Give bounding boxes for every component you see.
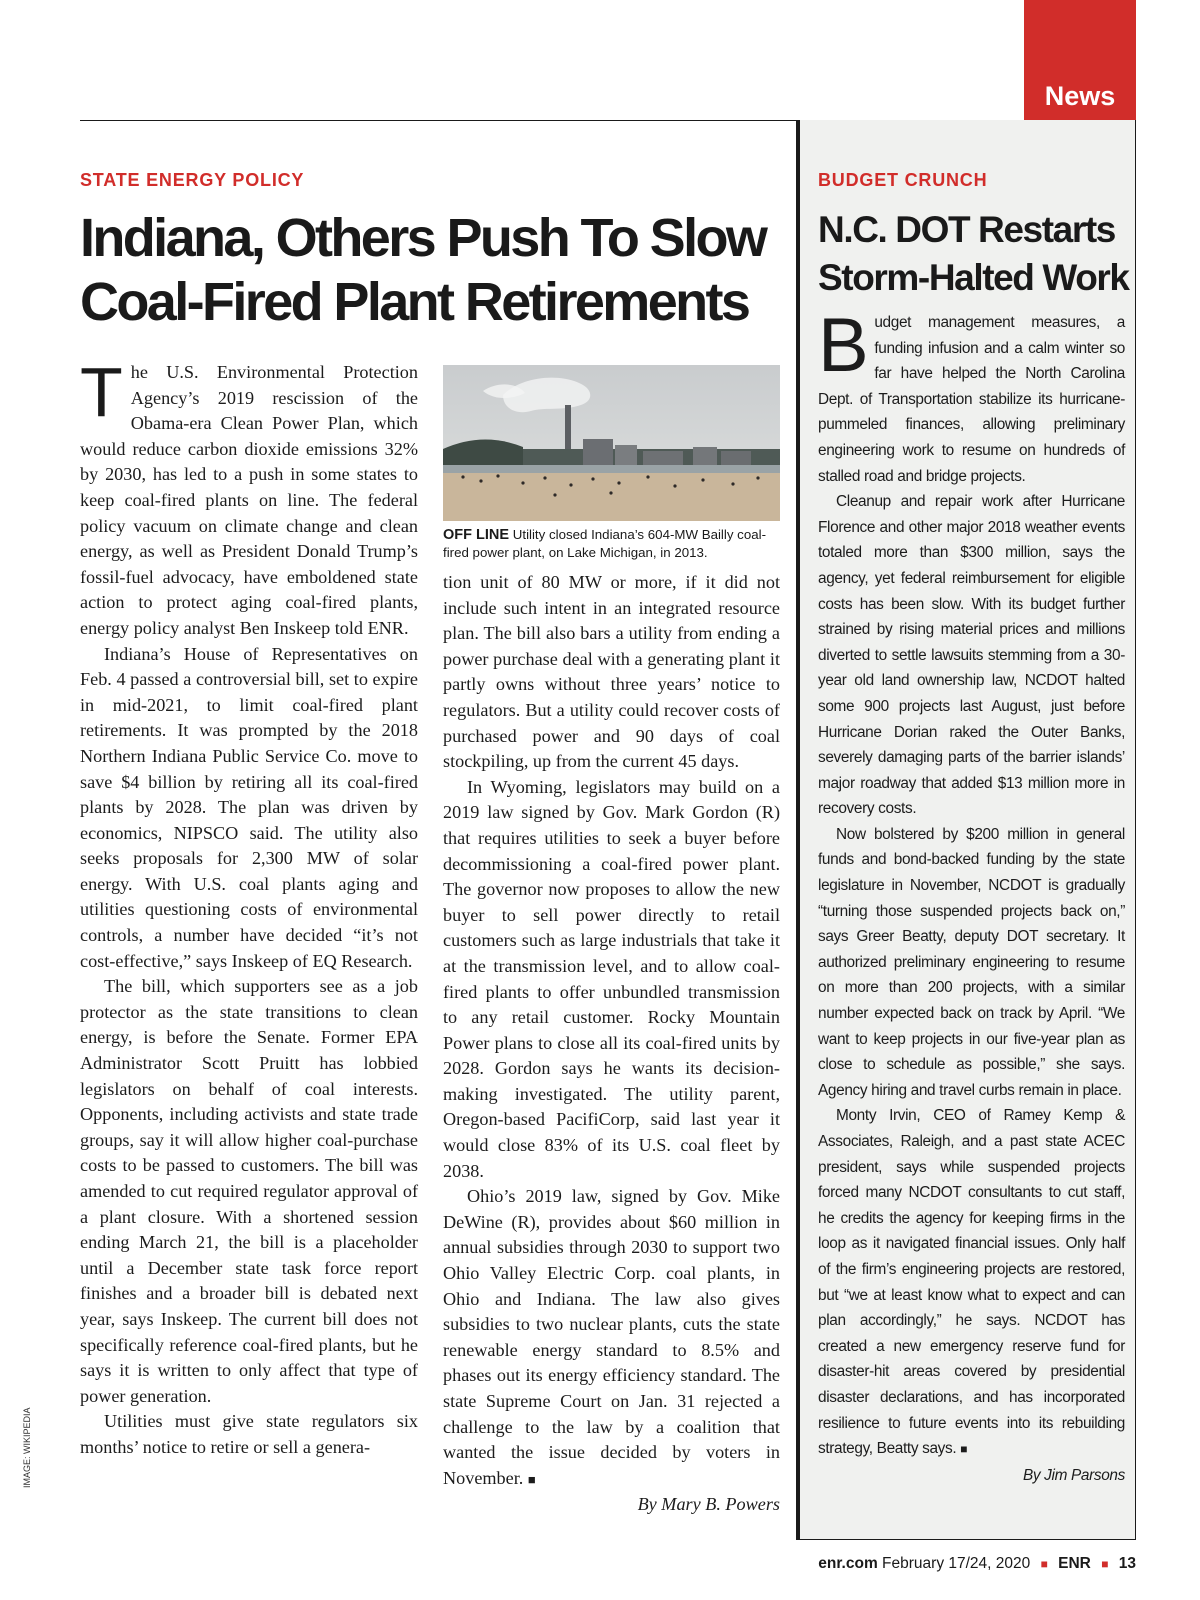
main-kicker: STATE ENERGY POLICY [80,170,305,190]
footer-magazine: ENR [1058,1555,1091,1572]
caption-text: Utility closed Indiana’s 604-MW Bailly coal-fired power plant, on Lake Michigan, in 2013. [443,527,766,560]
main-column-1 [80,353,418,1461]
caption-title: OFF LINE [443,527,510,543]
sidebar-paragraph-3: Now bolstered by $200 million in general funds and bond-backed funding by the state legislature in November, NCDOT is gradually “turning those suspended projects back on,” says Greer Beatty, deputy DOT secretary. It authorized preliminary engineering to resume on more than 200 projects, with a similar number expected back on track by April. “We want to keep projects in our five-year plan as close to schedule as possible,” she says. Agency hiring and travel curbs remain in place. [818,825,1125,1099]
sidebar-byline: By Jim Parsons [1022,1466,1125,1484]
main-paragraph-4-start: Utilities must give state regulators six months’ notice to retire or sell a genera- [80,1411,418,1457]
sidebar-dropcap: B [818,303,869,388]
main-paragraph-6 [443,1184,780,1492]
main-paragraph-2: Indiana’s House of Representatives on Feb. 4 passed a controversial bill, set to expire in mid-2021, to limit coal-fired plant retirements. It was prompted by the 2018 Northern Indiana Public Service Co. move to save $4 billion by retiring all its coal-fired plants by 2028. The plan was driven by economics, NIPSCO said. The utility also seeks proposals for 2,300 MW of solar energy. With U.S. coal plants aging and utilities questioning costs of environmental controls, a number have decided “it’s not cost-effective,” says Inskeep of EQ Research. [80,643,418,971]
main-paragraph-5: In Wyoming, legislators may build on a 2019 law signed by Gov. Mark Gordon (R) that requires utilities to seek a buyer before decommissioning a coal-fired power plant. The governor now proposes to allow the new buyer to sell power directly to retail customers such as large industrials that take it at the transmission level, and to allow coal-fired plants to offer unbundled transmission to any retail customer. Rocky Mountain Power plans to close all its coal-fired units by 2028. Gordon says he wants its decision-making investigated. The utility parent, Oregon-based PacifiCorp, said last year it would close 83% of its U.S. coal fleet by 2038. [443,776,780,1181]
sidebar-kicker: BUDGET CRUNCH [818,170,988,190]
sidebar-body [818,303,1125,1488]
footer-separator-1: ■ [1040,1557,1048,1571]
footer-separator-2: ■ [1101,1557,1109,1571]
footer-date: February 17/24, 2020 [882,1555,1031,1572]
main-paragraph-4-cont: tion unit of 80 MW or more, if it did not include such intent in an integrated resource plan. The bill also bars a utility from ending a power purchase deal with a generating plant it partly owns without three years’ notice to regulators. But a utility could recover costs of purchased power and 90 days of coal stockpiling, up from the current 45 days. [443,572,780,772]
sidebar-paragraph-1 [818,303,1125,489]
main-paragraph-6-text: Ohio’s 2019 law, signed by Gov. Mike DeWine (R), provides about $60 million in annual subsidies through 2030 to support two Ohio Valley Electric Corp. coal plants, in Ohio and Indiana. The law also gives subsidies to two nuclear plants, cuts the state renewable energy standard to 8.5% and phases out its energy efficiency standard. The state Supreme Court on Jan. 31 rejected a challenge to the law by a coalition that wanted the issue decided by voters in November. [443,1186,780,1488]
main-paragraph-1 [80,353,418,642]
image-credit: IMAGE: WIKIPEDIA [22,1407,32,1488]
footer-site: enr.com [818,1555,878,1572]
main-column-2 [443,570,780,1518]
main-byline: By Mary B. Powers [637,1494,780,1515]
main-paragraph-1-text: he U.S. Environmental Protection Agency’s 2019 rescission of the Obama-era Clean Power Plan, which would reduce carbon dioxide emissions 32% by 2030, has led to a push in some states to keep coal-fired plants on line. The federal policy vacuum on climate change and clean energy, as well as President Donald Trump’s fossil-fuel advocacy, have emboldened state action to protect aging coal-fired plants, energy policy analyst Ben Inskeep told ENR. [80,362,418,638]
sidebar-paragraph-4 [818,1103,1125,1462]
power-plant-photo [443,365,780,521]
sidebar-end-mark: ■ [960,1442,968,1457]
footer-page-number: 13 [1118,1555,1136,1572]
main-dropcap: T [80,353,123,431]
main-headline: Indiana, Others Push To Slow Coal-Fired Plant Retirements [80,208,766,332]
photo-caption [443,526,780,561]
sidebar-paragraph-1-text: udget management measures, a funding infusion and a calm winter so far have helped the North Carolina Dept. of Transportation stabilize its hurricane-pummeled finances, allowing preliminary engineering work to resume on hundreds of stalled road and bridge projects. [818,314,1125,485]
page-footer [700,1555,1136,1573]
section-tab [1024,0,1136,120]
sidebar-headline: N.C. DOT Restarts Storm-Halted Work [818,209,1129,298]
sidebar-paragraph-4-text: Monty Irvin, CEO of Ramey Kemp & Associates, Raleigh, and a past state ACEC president, says while suspended projects forced many NCDOT consultants to cut staff, he credits the agency for keeping firms in the loop as it navigated financial issues. Only half of the firm’s engineering projects are restored, but “we at least know what to expect and can plan accordingly,” he says. NCDOT has created a new emergency reserve fund for disaster-hit areas covered by presidential disaster declarations, and has incorporated resilience to future events into its rebuilding strategy, Beatty says. [818,1107,1125,1458]
sidebar-paragraph-2: Cleanup and repair work after Hurricane Florence and other major 2018 weather events totaled more than $300 million, says the agency, yet federal reimbursement for eligible costs has been slow. With its budget further strained by rising material prices and millions diverted to settle lawsuits stemming from a 30-year old land ownership law, NCDOT halted some 900 projects last August, just before Hurricane Dorian raked the Outer Banks, severely damaging parts of the barrier islands’ major roadway that added $13 million more in recovery costs. [818,493,1125,818]
main-paragraph-3: The bill, which supporters see as a job protector as the state transitions to clean energy, is before the Senate. Former EPA Administrator Scott Pruitt has lobbied legislators on behalf of coal interests. Opponents, including activists and state trade groups, say it will allow higher coal-purchase costs to be passed to customers. The bill was amended to cut required regulator approval of a plant closure. With a shortened session ending March 21, the bill is a placeholder until a December state task force report finishes and a broader bill is debated next year, says Inskeep. The current bill does not specifically reference coal-fired plants, but he says it is written to only affect that type of power generation. [80,976,418,1406]
main-end-mark: ■ [527,1471,536,1487]
section-tab-label: News [1044,81,1116,111]
